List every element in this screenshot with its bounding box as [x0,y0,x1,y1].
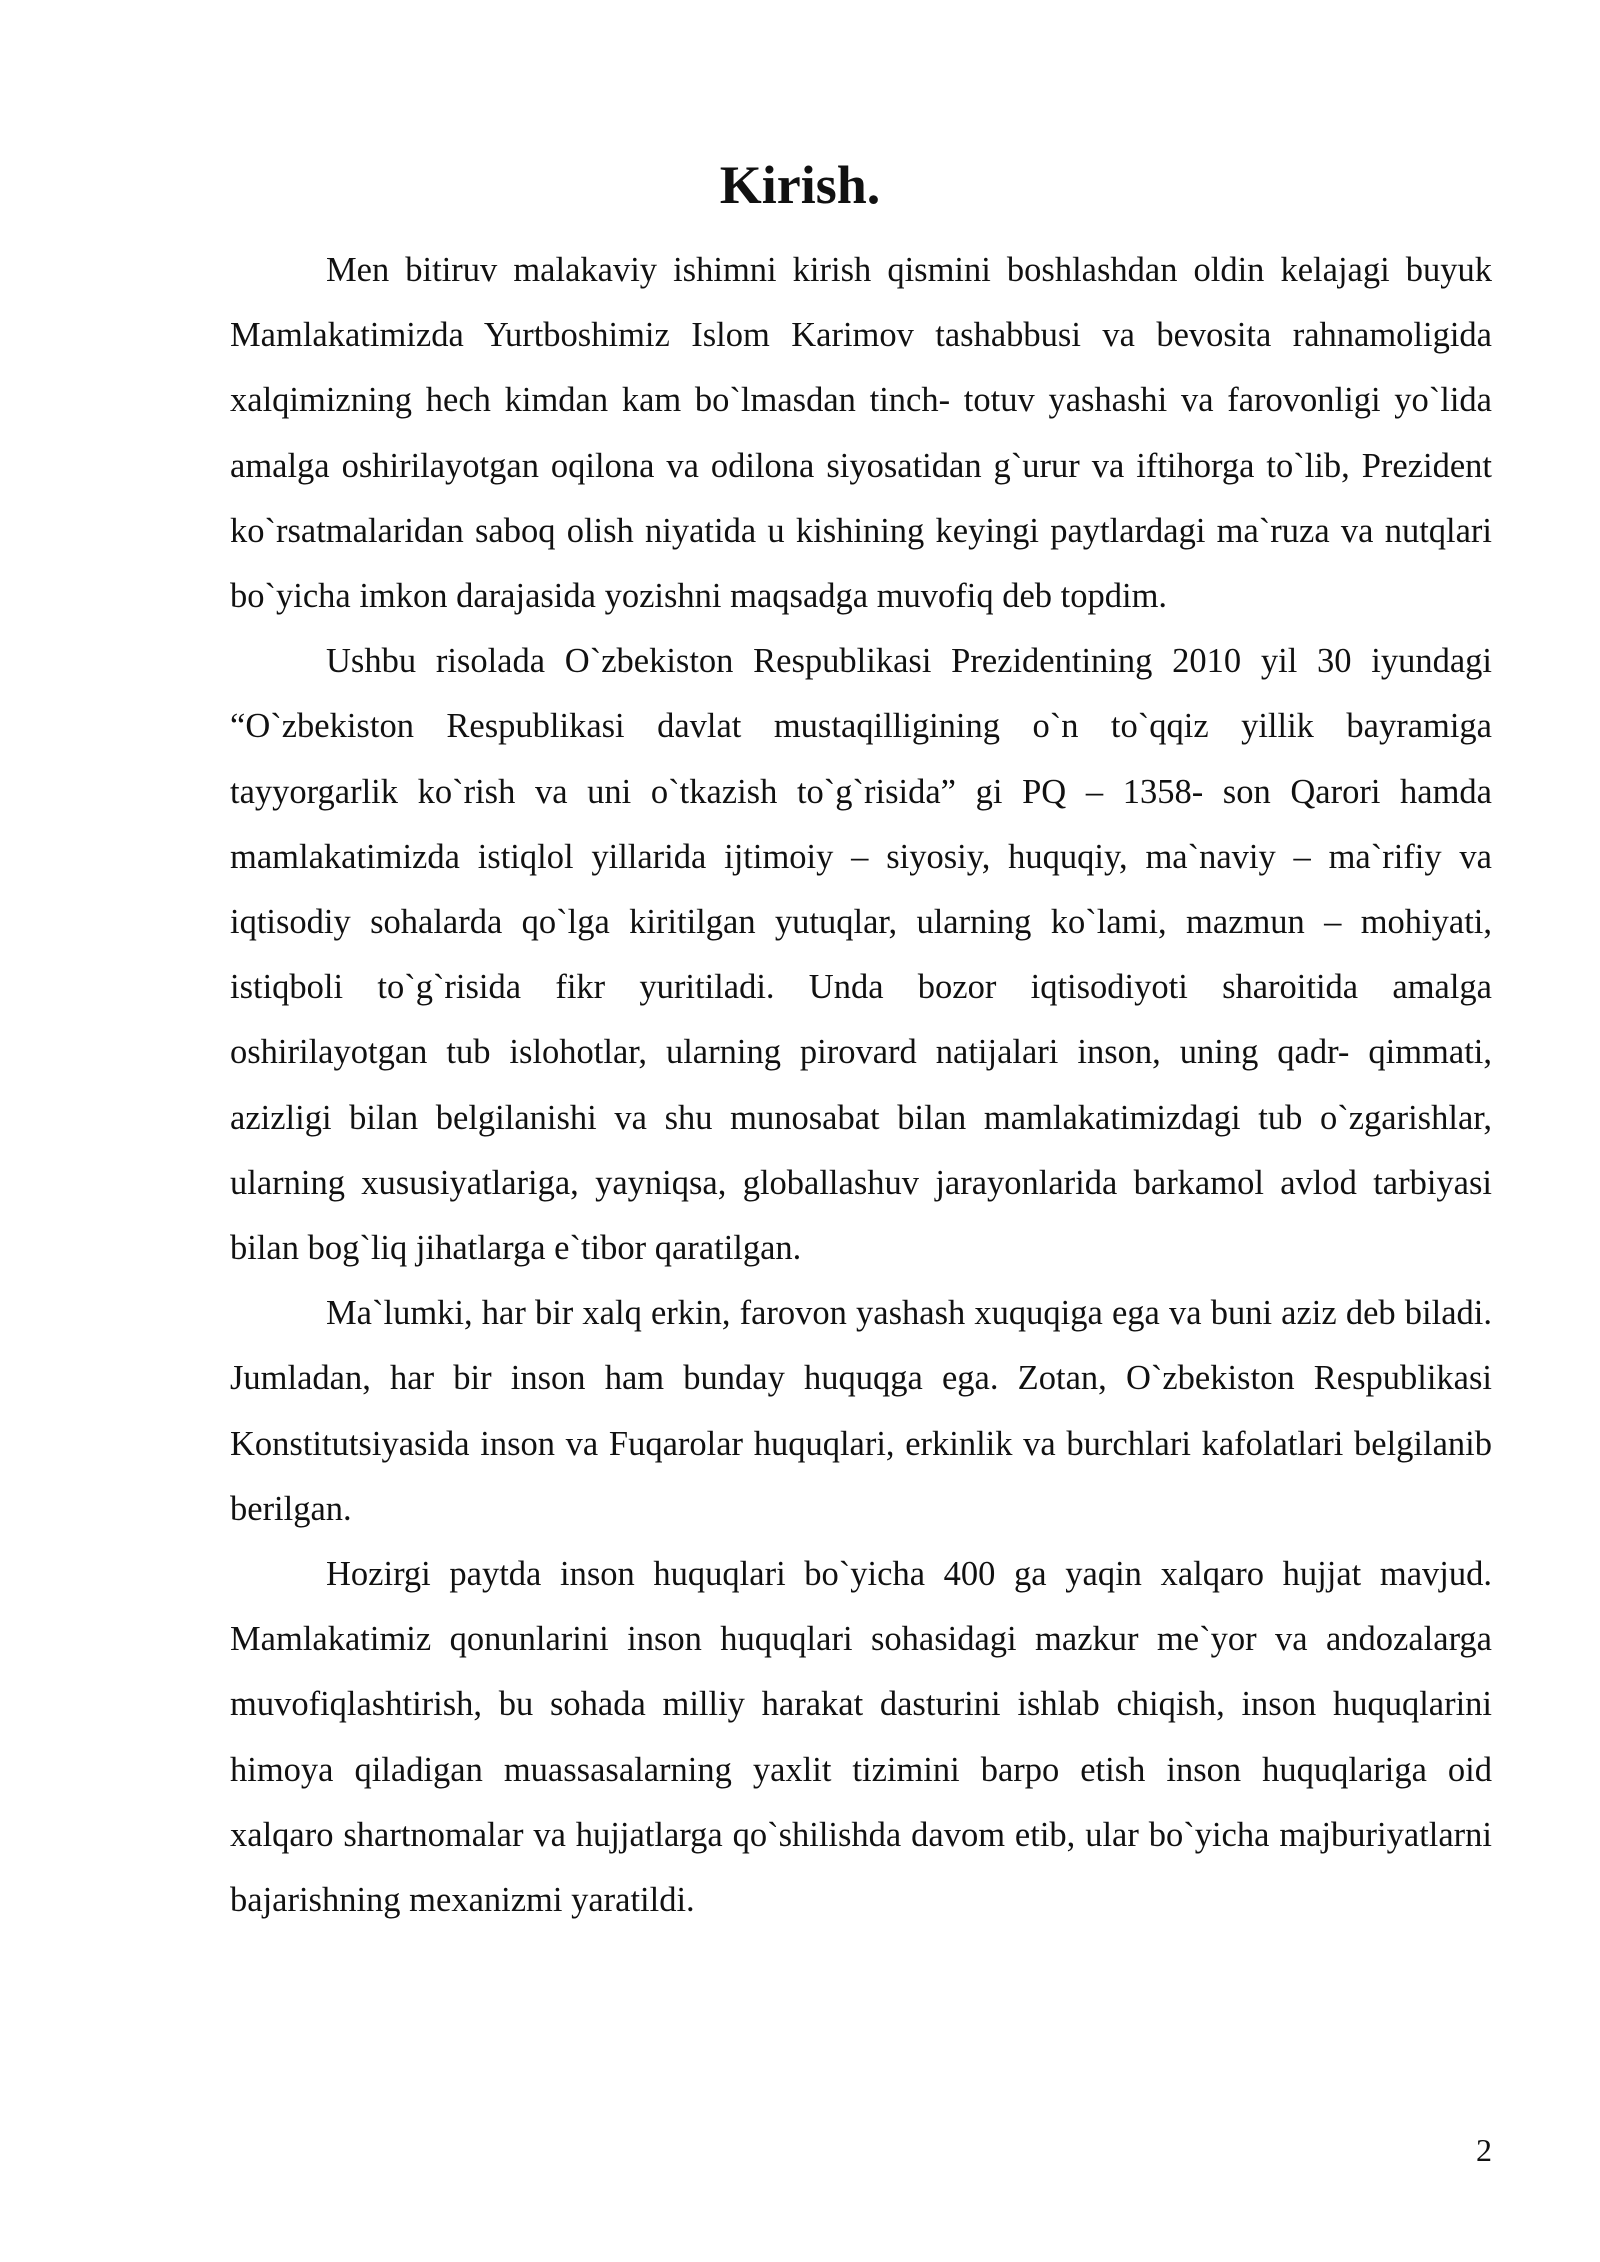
paragraph-hozirgi: Hozirgi paytda inson huquqlari bo`yicha 400 ga yaqin xalqaro hujjat mavjud. Mamlakatimiz qonunlarini inson huquqlari sohasidagi mazkur me`yor va andozalarga muvofiqlashtirish, bu sohada milliy harakat dasturini ishlab chiqish, inson huquqlarini himoya qiladigan muassasalarning yaxlit tizimini barpo etish inson huquqlariga oid xalqaro shartnomalar va hujjatlarga qo`shilishda davom etib, ular bo`yicha majburiyatlarni bajarishning mexanizmi yaratildi. [230,1555,1492,1920]
paragraph-malumki: Ma`lumki, har bir xalq erkin, farovon yashash xuquqiga ega va buni aziz deb biladi. Jumladan, har bir inson ham bunday huquqga ega. Zotan, O`zbekiston Respublikasi Konstitutsiyasida inson va Fuqarolar huquqlari, erkinlik va burchlari kafolatlari belgilanib berilgan. [230,1294,1492,1528]
page-number: 2 [1476,2132,1492,2168]
page-title: Kirish. [719,155,881,215]
document-body [230,238,1492,1933]
paragraph-intro: Men bitiruv malakaviy ishimni kirish qismini boshlashdan oldin kelajagi buyuk Mamlakatimizda Yurtboshimiz Islom Karimov tashabbusi va bevosita rahnamoligida xalqimizning hech kimdan kam bo`lmasdan tinch- totuv yashashi va farovonligi yo`lida amalga oshirilayotgan oqilona va odilona siyosatidan g`urur va iftihorga to`lib, Prezident ko`rsatmalaridan saboq olish niyatida u kishining keyingi paytlardagi ma`ruza va nutqlari bo`yicha imkon darajasida yozishni maqsadga muvofiq deb topdim. [230,251,1492,616]
paragraph-risola: Ushbu risolada O`zbekiston Respublikasi Prezidentining 2010 yil 30 iyundagi “O`zbekiston Respublikasi davlat mustaqilligining o`n to`qqiz yillik bayramiga tayyorgarlik ko`rish va uni o`tkazish to`g`risida” gi PQ – 1358- son Qarori hamda mamlakatimizda istiqlol yillarida ijtimoiy – siyosiy, huquqiy, ma`naviy – ma`rifiy va iqtisodiy sohalarda qo`lga kiritilgan yutuqlar, ularning ko`lami, mazmun – mohiyati, istiqboli to`g`risida fikr yuritiladi. Unda bozor iqtisodiyoti sharoitida amalga oshirilayotgan tub islohotlar, ularning pirovard natijalari inson, uning qadr- qimmati, azizligi bilan belgilanishi va shu munosabat bilan mamlakatimizdagi tub o`zgarishlar, ularning xususiyatlariga, yayniqsa, globallashuv jarayonlarida barkamol avlod tarbiyasi bilan bog`liq jihatlarga e`tibor qaratilgan. [230,642,1492,1268]
